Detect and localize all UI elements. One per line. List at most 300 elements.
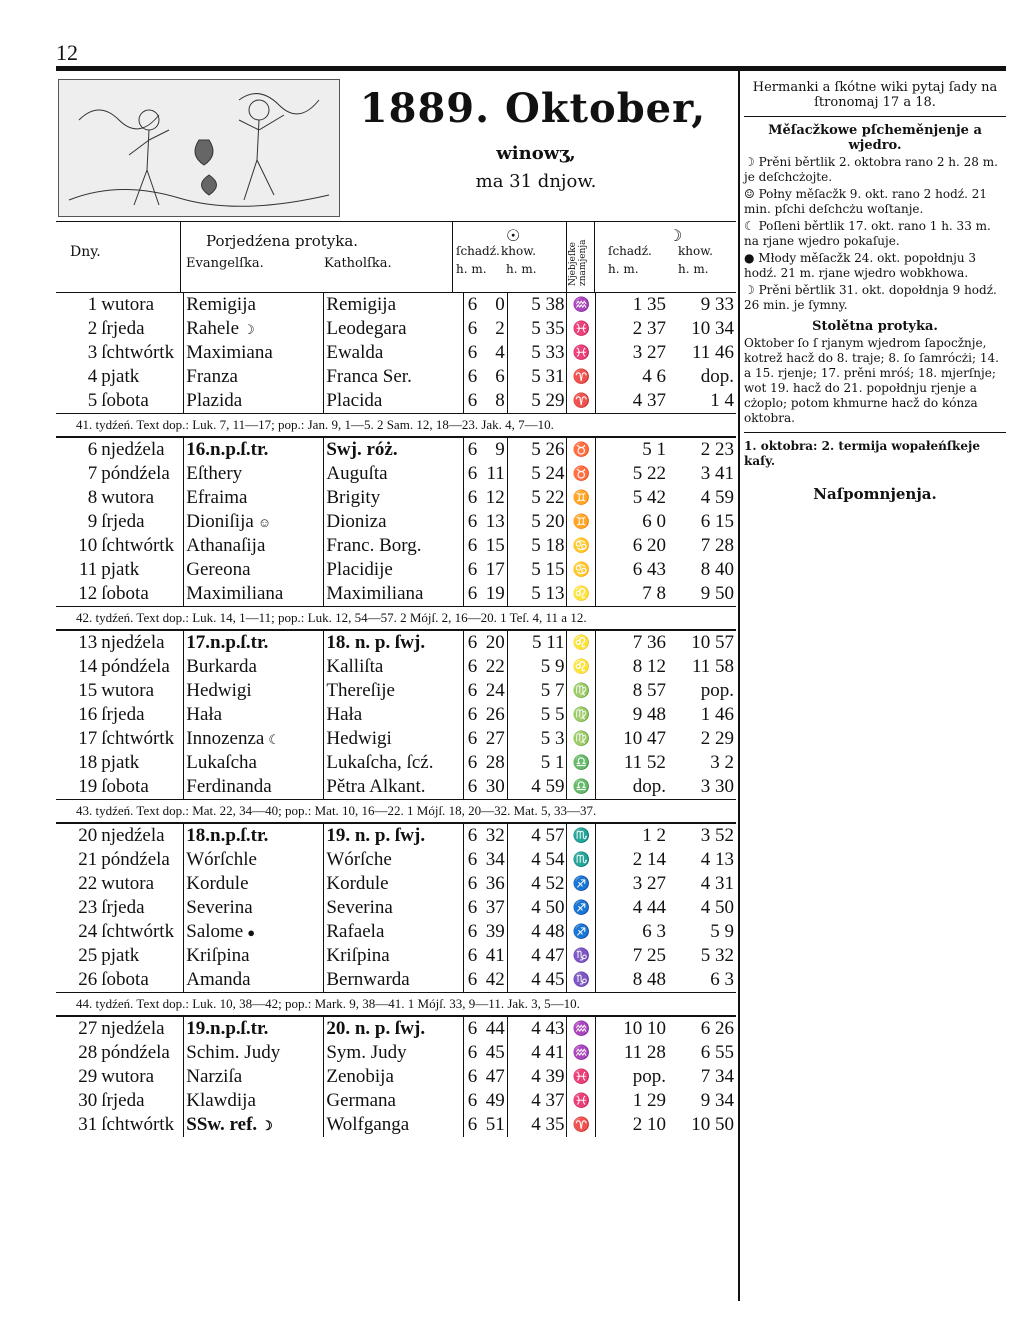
moonrise-time: 5 22 xyxy=(632,463,666,484)
zodiac-sign-icon: ♑ xyxy=(567,944,596,968)
week-note-row xyxy=(56,993,736,1017)
weekday: ſchtwórtk xyxy=(101,1114,175,1135)
day-row xyxy=(56,872,736,896)
weekday: ſrjeda xyxy=(101,511,145,532)
sunrise-minute: 0 xyxy=(495,294,505,315)
moonset-time: 11 58 xyxy=(691,656,734,677)
moonrise-time: 5 42 xyxy=(632,487,666,508)
day-row xyxy=(56,775,736,800)
weekday: ſobota xyxy=(101,390,149,411)
sunrise-minute: 4 xyxy=(495,342,505,363)
moonset-time: 10 34 xyxy=(691,318,734,339)
sunset-time: 5 5 xyxy=(507,703,567,727)
day-number: 13 xyxy=(78,632,98,653)
sun-icon: ☉ xyxy=(506,226,521,245)
sunrise-minute: 11 xyxy=(486,463,505,484)
sunrise-hour: 6 xyxy=(464,920,480,944)
moonrise-time: 10 47 xyxy=(623,728,666,749)
zodiac-sign-icon: ♌ xyxy=(567,630,596,655)
weekday: póndźela xyxy=(101,656,170,677)
sunrise-hour: 6 xyxy=(464,655,480,679)
catholic-name: Thereſije xyxy=(324,679,464,703)
day-number: 29 xyxy=(78,1066,98,1087)
moonrise-time: 7 36 xyxy=(632,632,666,653)
sunrise-minute: 15 xyxy=(485,535,505,556)
sunrise-minute: 22 xyxy=(485,656,505,677)
moon-phase-icon: ☾ xyxy=(268,732,280,747)
catholic-name: Hedwigi xyxy=(324,727,464,751)
zodiac-sign-icon: ♏ xyxy=(567,848,596,872)
weekday: póndźela xyxy=(101,849,170,870)
sunrise-hour: 6 xyxy=(464,437,480,462)
zodiac-sign-icon: ♒ xyxy=(567,293,596,317)
catholic-name: 19. n. p. ſwj. xyxy=(324,823,464,848)
catholic-name: Lukaſcha, ſcź. xyxy=(324,751,464,775)
day-number: 28 xyxy=(78,1042,98,1063)
sunset-time: 5 22 xyxy=(507,486,567,510)
catholic-name: Zenobija xyxy=(324,1065,464,1089)
day-row xyxy=(56,365,736,389)
header-katholska: Katholſka. xyxy=(324,256,392,271)
sunrise-hour: 6 xyxy=(464,727,480,751)
moonrise-time: 4 37 xyxy=(632,390,666,411)
day-row xyxy=(56,1089,736,1113)
termin-note: 1. oktobra: 2. termija wopałeńſkeje kaſy. xyxy=(744,439,980,468)
week-note: 42. tydźeń. Text dop.: Luk. 14, 1—11; pop.: Luk. 12, 54—57. 2 Mójſ. 2, 16—20. 1 Teſ. 4, 11 a 12. xyxy=(56,607,736,631)
calendar-table xyxy=(56,293,736,1137)
day-number: 27 xyxy=(78,1018,98,1039)
days-count-subtitle: ma 31 dnjow. xyxy=(475,171,597,192)
day-row xyxy=(56,630,736,655)
moonset-time: 4 13 xyxy=(700,849,734,870)
day-number: 6 xyxy=(87,439,98,460)
sunrise-minute: 41 xyxy=(485,945,505,966)
sunrise-hour: 6 xyxy=(464,486,480,510)
sunrise-hour: 6 xyxy=(464,751,480,775)
evangelical-name: Lukaſcha xyxy=(184,751,324,775)
sunset-time: 4 37 xyxy=(507,1089,567,1113)
day-row xyxy=(56,534,736,558)
zodiac-sign-icon: ♎ xyxy=(567,775,596,800)
weekday: póndźela xyxy=(101,1042,170,1063)
moon-phase-icon: ☽ xyxy=(261,1118,273,1133)
moon-phase-item: ● Młody měſacžk 24. okt. popołdnju 3 hodź. 21 m. rjane wjedro wobkhowa. xyxy=(744,251,977,280)
zodiac-sign-icon: ♎ xyxy=(567,751,596,775)
evangelical-name: Innozenza ☾ xyxy=(184,727,324,751)
weekday: ſchtwórtk xyxy=(101,535,175,556)
evangelical-name: Rahele ☽ xyxy=(184,317,324,341)
header-moon-hm: h. m. xyxy=(608,262,639,276)
sunset-time: 5 26 xyxy=(507,437,567,462)
day-row xyxy=(56,1041,736,1065)
sunrise-hour: 6 xyxy=(464,896,480,920)
zodiac-sign-icon: ♐ xyxy=(567,896,596,920)
weekday: ſobota xyxy=(101,776,149,797)
moonrise-time: 2 10 xyxy=(632,1114,666,1135)
header-sun-hm: h. m. xyxy=(456,262,487,276)
vintage-vignette-illustration xyxy=(58,79,340,217)
day-number: 17 xyxy=(78,728,98,749)
evangelical-name: Plazida xyxy=(184,389,324,414)
sidebar xyxy=(744,80,1006,504)
sunrise-hour: 6 xyxy=(464,365,480,389)
moonrise-time: 11 28 xyxy=(623,1042,666,1063)
sunset-time: 5 13 xyxy=(507,582,567,607)
sunrise-minute: 45 xyxy=(485,1042,505,1063)
sunset-time: 5 38 xyxy=(507,293,567,317)
moonrise-time: 3 27 xyxy=(632,873,666,894)
moonrise-time: 4 6 xyxy=(642,366,666,387)
day-row xyxy=(56,848,736,872)
moonrise-time: 6 43 xyxy=(632,559,666,580)
zodiac-sign-icon: ♓ xyxy=(567,317,596,341)
day-number: 14 xyxy=(78,656,98,677)
sunrise-hour: 6 xyxy=(464,558,480,582)
month-name-subtitle: winowʒ, xyxy=(496,143,576,164)
moonset-time: 5 9 xyxy=(710,921,734,942)
zodiac-sign-icon: ♊ xyxy=(567,486,596,510)
day-row xyxy=(56,655,736,679)
calendar-title: 1889. Oktober, xyxy=(359,85,707,132)
day-row xyxy=(56,558,736,582)
moonset-time: 3 52 xyxy=(700,825,734,846)
catholic-name: Maximiliana xyxy=(324,582,464,607)
moonrise-time: 2 37 xyxy=(632,318,666,339)
sunrise-hour: 6 xyxy=(464,679,480,703)
zodiac-sign-icon: ♏ xyxy=(567,823,596,848)
catholic-name: Wolfganga xyxy=(324,1113,464,1137)
day-row xyxy=(56,293,736,317)
sunrise-minute: 20 xyxy=(485,632,505,653)
zodiac-sign-icon: ♓ xyxy=(567,1065,596,1089)
catholic-name: Remigija xyxy=(324,293,464,317)
moon-phase-item: ☽ Prěni běrtlik 2. oktobra rano 2 h. 28 m. je deſchcżojte. xyxy=(744,155,998,184)
sunset-time: 4 41 xyxy=(507,1041,567,1065)
sunrise-hour: 6 xyxy=(464,968,480,993)
zodiac-sign-icon: ♌ xyxy=(567,582,596,607)
day-row xyxy=(56,510,736,534)
sunrise-minute: 49 xyxy=(485,1090,505,1111)
evangelical-name: Eſthery xyxy=(184,462,324,486)
catholic-name: Germana xyxy=(324,1089,464,1113)
sunrise-hour: 6 xyxy=(464,775,480,800)
day-number: 9 xyxy=(87,511,98,532)
evangelical-name: Remigija xyxy=(184,293,324,317)
evangelical-name: Franza xyxy=(184,365,324,389)
sunrise-hour: 6 xyxy=(464,703,480,727)
catholic-name: Kalliſta xyxy=(324,655,464,679)
header-moon-rise: ſchadź. xyxy=(608,244,652,258)
sunrise-hour: 6 xyxy=(464,582,480,607)
sunset-time: 5 33 xyxy=(507,341,567,365)
weekday: ſrjeda xyxy=(101,897,145,918)
evangelical-name: Kriſpina xyxy=(184,944,324,968)
moonset-time: 4 59 xyxy=(700,487,734,508)
calendar-main xyxy=(56,71,736,1137)
weekday: ſrjeda xyxy=(101,318,145,339)
sunset-time: 5 7 xyxy=(507,679,567,703)
zodiac-sign-icon: ♈ xyxy=(567,1113,596,1137)
weekday: pjatk xyxy=(101,945,140,966)
column-divider xyxy=(738,71,740,1301)
sunrise-hour: 6 xyxy=(464,293,480,317)
evangelical-name: 17.n.p.ſ.tr. xyxy=(184,630,324,655)
weekday: pjatk xyxy=(101,366,140,387)
moonset-time: 3 41 xyxy=(700,463,734,484)
weekday: pjatk xyxy=(101,559,140,580)
sunrise-hour: 6 xyxy=(464,944,480,968)
catholic-name: Kordule xyxy=(324,872,464,896)
day-number: 2 xyxy=(87,318,98,339)
weekday: póndźela xyxy=(101,463,170,484)
sunset-time: 5 1 xyxy=(507,751,567,775)
moonset-time: 9 50 xyxy=(700,583,734,604)
week-note: 43. tydźeń. Text dop.: Mat. 22, 34—40; pop.: Mat. 10, 16—22. 1 Mójſ. 18, 20—32. Mat. 5, 33—37. xyxy=(56,800,736,824)
moon-icon: ☽ xyxy=(668,226,683,245)
day-row xyxy=(56,703,736,727)
sunrise-minute: 6 xyxy=(495,366,505,387)
header-evangelska: Evangelſka. xyxy=(186,256,264,271)
moon-phase-item: ☾ Poſleni běrtlik 17. okt. rano 1 h. 33 m. na rjane wjedro pokaſuje. xyxy=(744,219,991,248)
zodiac-sign-icon: ♉ xyxy=(567,437,596,462)
zodiac-sign-icon: ♍ xyxy=(567,727,596,751)
day-row xyxy=(56,823,736,848)
day-number: 5 xyxy=(87,390,98,411)
day-number: 19 xyxy=(78,776,98,797)
day-row xyxy=(56,389,736,414)
evangelical-name: 16.n.p.ſ.tr. xyxy=(184,437,324,462)
moon-phase-icon: ☽ xyxy=(243,322,255,337)
catholic-name: Kriſpina xyxy=(324,944,464,968)
moonset-time: dop. xyxy=(700,366,734,387)
sunrise-hour: 6 xyxy=(464,317,480,341)
moonrise-time: 3 27 xyxy=(632,342,666,363)
sunrise-hour: 6 xyxy=(464,389,480,414)
catholic-name: Hała xyxy=(324,703,464,727)
evangelical-name: 19.n.p.ſ.tr. xyxy=(184,1016,324,1041)
week-note: 41. tydźeń. Text dop.: Luk. 7, 11—17; pop.: Jan. 9, 1—5. 2 Sam. 12, 18—23. Jak. 4, 7—10. xyxy=(56,414,736,438)
moonrise-time: 1 35 xyxy=(632,294,666,315)
moonset-time: 6 3 xyxy=(710,969,734,990)
day-number: 21 xyxy=(78,849,98,870)
evangelical-name: Wórſchle xyxy=(184,848,324,872)
moon-phase-item: ☺ Połny měſacžk 9. okt. rano 2 hodź. 21 min. pſchi deſchcżu woſtanje. xyxy=(744,187,987,216)
header-sun-rise: ſchadź. xyxy=(456,244,500,258)
catholic-name: Dioniza xyxy=(324,510,464,534)
day-row xyxy=(56,486,736,510)
evangelical-name: Gereona xyxy=(184,558,324,582)
zodiac-sign-icon: ♍ xyxy=(567,703,596,727)
evangelical-name: Severina xyxy=(184,896,324,920)
weekday: wutora xyxy=(101,1066,155,1087)
sunrise-minute: 19 xyxy=(485,583,505,604)
evangelical-name: Hedwigi xyxy=(184,679,324,703)
moonrise-time: pop. xyxy=(632,1066,666,1087)
sunset-time: 4 48 xyxy=(507,920,567,944)
day-number: 30 xyxy=(78,1090,98,1111)
moonset-time: 10 57 xyxy=(691,632,734,653)
sunset-time: 4 35 xyxy=(507,1113,567,1137)
catholic-name: 18. n. p. ſwj. xyxy=(324,630,464,655)
evangelical-name: Ferdinanda xyxy=(184,775,324,800)
page-number: 12 xyxy=(56,40,78,65)
moonset-time: 2 29 xyxy=(700,728,734,749)
sunrise-minute: 39 xyxy=(485,921,505,942)
moonrise-time: 4 44 xyxy=(632,897,666,918)
sunset-time: 4 50 xyxy=(507,896,567,920)
day-row xyxy=(56,751,736,775)
header-moon-hm2: h. m. xyxy=(678,262,709,276)
weekday: njedźela xyxy=(101,439,165,460)
moonrise-time: 8 48 xyxy=(632,969,666,990)
moonset-time: 4 31 xyxy=(700,873,734,894)
catholic-name: Franc. Borg. xyxy=(324,534,464,558)
moonset-time: 8 40 xyxy=(700,559,734,580)
moonset-time: 9 33 xyxy=(700,294,734,315)
evangelical-name: Dioniſija ☺ xyxy=(184,510,324,534)
header-moon-set: khow. xyxy=(678,244,713,258)
day-row xyxy=(56,1113,736,1137)
zodiac-sign-icon: ♒ xyxy=(567,1016,596,1041)
sunrise-minute: 26 xyxy=(485,704,505,725)
header-sun-set: khow. xyxy=(501,244,536,258)
sunset-time: 5 18 xyxy=(507,534,567,558)
day-number: 12 xyxy=(78,583,98,604)
notes-heading: Naſpomnjenja. xyxy=(813,485,937,503)
evangelical-name: 18.n.p.ſ.tr. xyxy=(184,823,324,848)
moonset-time: pop. xyxy=(700,680,734,701)
evangelical-name: Efraima xyxy=(184,486,324,510)
day-row xyxy=(56,679,736,703)
moonset-time: 4 50 xyxy=(700,897,734,918)
moonset-time: 5 32 xyxy=(700,945,734,966)
sunrise-minute: 9 xyxy=(495,439,505,460)
sunrise-hour: 6 xyxy=(464,848,480,872)
sunrise-minute: 2 xyxy=(495,318,505,339)
moonset-time: 10 50 xyxy=(691,1114,734,1135)
moonrise-time: 2 14 xyxy=(632,849,666,870)
fairs-note: Hermanki a ſkótne wiki pytaj ſady na ſtronomaj 17 a 18. xyxy=(752,80,998,110)
moon-phases-list xyxy=(744,155,1006,313)
header-porjedzena: Porjedźena protyka. xyxy=(206,232,359,250)
sunrise-minute: 27 xyxy=(485,728,505,749)
moonrise-time: 8 57 xyxy=(632,680,666,701)
catholic-name: 20. n. p. ſwj. xyxy=(324,1016,464,1041)
evangelical-name: Hała xyxy=(184,703,324,727)
zodiac-sign-icon: ♍ xyxy=(567,679,596,703)
day-row xyxy=(56,341,736,365)
weekday: wutora xyxy=(101,294,155,315)
day-row xyxy=(56,920,736,944)
moonset-time: 7 28 xyxy=(700,535,734,556)
evangelical-name: SSw. ref. ☽ xyxy=(184,1113,324,1137)
zodiac-sign-icon: ♒ xyxy=(567,1041,596,1065)
evangelical-name: Athanaſija xyxy=(184,534,324,558)
weekday: njedźela xyxy=(101,825,165,846)
sunset-time: 4 43 xyxy=(507,1016,567,1041)
weekday: ſchtwórtk xyxy=(101,728,175,749)
moonrise-time: 9 48 xyxy=(632,704,666,725)
moonset-time: 6 15 xyxy=(700,511,734,532)
moonset-time: 6 26 xyxy=(700,1018,734,1039)
day-row xyxy=(56,968,736,993)
evangelical-name: Maximiliana xyxy=(184,582,324,607)
zodiac-sign-icon: ♊ xyxy=(567,510,596,534)
catholic-name: Ewalda xyxy=(324,341,464,365)
week-note: 44. tydźeń. Text dop.: Luk. 10, 38—42; pop.: Mark. 9, 38—41. 1 Mójſ. 33, 9—11. Jak. 3, 5—10. xyxy=(56,993,736,1017)
day-number: 3 xyxy=(87,342,98,363)
weekday: ſchtwórtk xyxy=(101,921,175,942)
day-row xyxy=(56,462,736,486)
sunrise-hour: 6 xyxy=(464,462,480,486)
catholic-name: Pětra Alkant. xyxy=(324,775,464,800)
day-number: 15 xyxy=(78,680,98,701)
header-sun-hm2: h. m. xyxy=(506,262,537,276)
sunrise-minute: 37 xyxy=(485,897,505,918)
evangelical-name: Schim. Judy xyxy=(184,1041,324,1065)
weekday: njedźela xyxy=(101,632,165,653)
zodiac-sign-icon: ♓ xyxy=(567,1089,596,1113)
day-number: 11 xyxy=(78,559,98,580)
sunrise-hour: 6 xyxy=(464,630,480,655)
moonrise-time: 6 3 xyxy=(642,921,666,942)
catholic-name: Placidije xyxy=(324,558,464,582)
catholic-name: Franca Ser. xyxy=(324,365,464,389)
catholic-name: Placida xyxy=(324,389,464,414)
weekday: wutora xyxy=(101,873,155,894)
moonset-time: 7 34 xyxy=(700,1066,734,1087)
sunrise-hour: 6 xyxy=(464,1016,480,1041)
day-row xyxy=(56,1065,736,1089)
evangelical-name: Maximiana xyxy=(184,341,324,365)
moonset-time: 3 2 xyxy=(710,752,734,773)
zodiac-sign-icon: ♐ xyxy=(567,872,596,896)
moon-phases-heading: Měſacžkowe pſcheměnjenje a wjedro. xyxy=(768,123,982,153)
moon-phase-icon: ☺ xyxy=(257,515,272,530)
weekday: ſobota xyxy=(101,969,149,990)
sunrise-hour: 6 xyxy=(464,1113,480,1137)
catholic-name: Swj. róż. xyxy=(324,437,464,462)
sunrise-minute: 47 xyxy=(485,1066,505,1087)
day-row xyxy=(56,727,736,751)
weekday: ſobota xyxy=(101,583,149,604)
moonrise-time: 1 29 xyxy=(632,1090,666,1111)
moonrise-time: dop. xyxy=(632,776,666,797)
evangelical-name: Klawdija xyxy=(184,1089,324,1113)
sunrise-hour: 6 xyxy=(464,534,480,558)
moonrise-time: 11 52 xyxy=(623,752,666,773)
sunrise-hour: 6 xyxy=(464,1089,480,1113)
catholic-name: Rafaela xyxy=(324,920,464,944)
moonrise-time: 6 20 xyxy=(632,535,666,556)
evangelical-name: Salome ● xyxy=(184,920,324,944)
day-number: 26 xyxy=(78,969,98,990)
day-number: 22 xyxy=(78,873,98,894)
column-headers xyxy=(56,221,736,293)
sunrise-minute: 28 xyxy=(485,752,505,773)
evangelical-name: Burkarda xyxy=(184,655,324,679)
sunset-time: 5 24 xyxy=(507,462,567,486)
moonrise-time: 7 8 xyxy=(642,583,666,604)
moonset-time: 1 4 xyxy=(710,390,734,411)
moon-phase-icon: ● xyxy=(247,925,256,940)
sunrise-minute: 24 xyxy=(485,680,505,701)
moonset-time: 9 34 xyxy=(700,1090,734,1111)
moonrise-time: 6 0 xyxy=(642,511,666,532)
evangelical-name: Amanda xyxy=(184,968,324,993)
weekday: ſrjeda xyxy=(101,704,145,725)
sunset-time: 4 39 xyxy=(507,1065,567,1089)
